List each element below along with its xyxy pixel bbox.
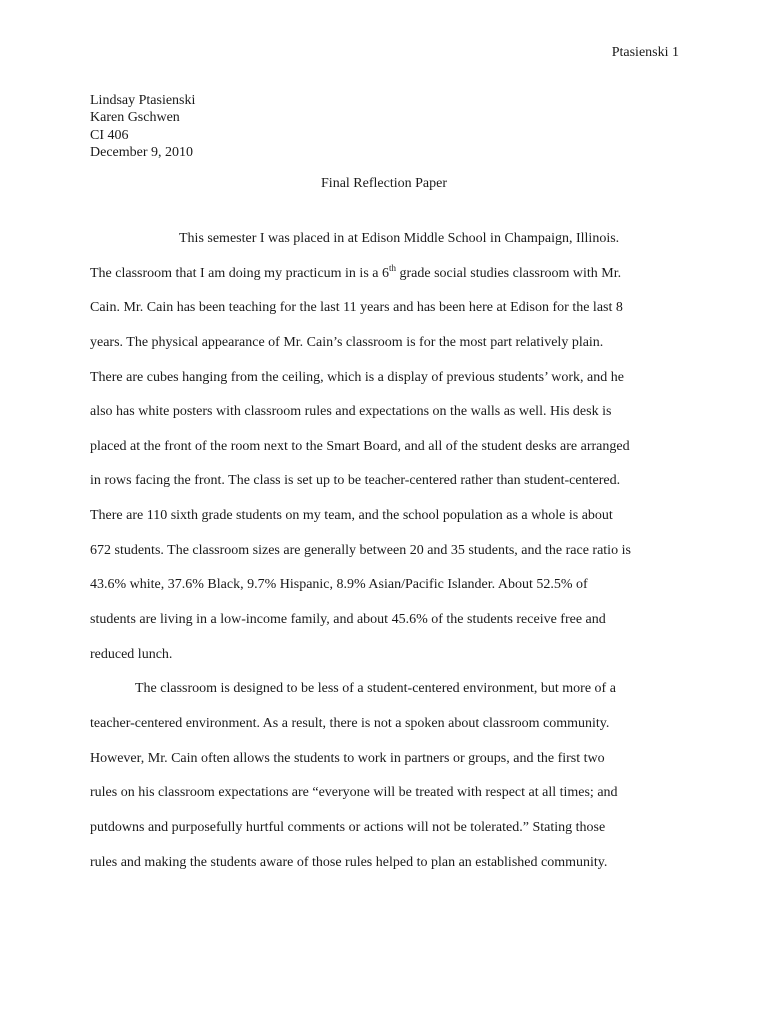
body-line [90,264,680,299]
body-line: in rows facing the front. The class is set up to be teacher-centered rather than student-centered. [90,473,621,489]
ordinal-superscript: th [388,262,396,273]
body-line-text: grade social studies classroom with Mr. [396,265,622,281]
body-line: 672 students. The classroom sizes are generally between 20 and 35 students, and the race ratio is [90,542,631,558]
body-line: teacher-centered environment. As a result, there is not a spoken about classroom community. [90,715,610,731]
course-name: CI 406 [90,127,129,143]
body-line: years. The physical appearance of Mr. Cain’s classroom is for the most part relatively plain. [90,334,604,350]
paper-body [90,229,680,887]
heading-block [90,92,195,161]
body-line: However, Mr. Cain often allows the students to work in partners or groups, and the first two [90,750,605,766]
body-line: rules and making the students aware of those rules helped to plan an established community. [90,854,608,870]
author-name: Lindsay Ptasienski [90,93,196,108]
body-line: There are cubes hanging from the ceiling, which is a display of previous students’ work, and he [90,369,624,385]
body-line: This semester I was placed in at Edison Middle School in Champaign, Illinois. [179,231,620,246]
body-line: putdowns and purposefully hurtful comments or actions will not be tolerated.” Stating those [90,819,606,835]
date: December 9, 2010 [90,144,194,160]
paper-title: Final Reflection Paper [321,176,447,191]
body-line: 43.6% white, 37.6% Black, 9.7% Hispanic, 8.9% Asian/Pacific Islander. About 52.5% of [90,577,588,593]
body-line: placed at the front of the room next to the Smart Board, and all of the student desks are arranged [90,438,630,454]
body-line: students are living in a low-income family, and about 45.6% of the students receive free and [90,612,606,628]
body-line: Cain. Mr. Cain has been teaching for the last 11 years and has been here at Edison for the last 8 [90,300,623,316]
body-line: also has white posters with classroom rules and expectations on the walls as well. His desk is [90,404,612,420]
instructor-name: Karen Gschwen [90,110,180,126]
body-line: rules on his classroom expectations are “everyone will be treated with respect at all times; and [90,785,618,801]
running-head: Ptasienski 1 [611,45,679,60]
body-line: There are 110 sixth grade students on my team, and the school population as a whole is about [90,508,613,524]
body-line-text: The classroom that I am doing my practicum in is a 6 [90,265,389,281]
body-line: reduced lunch. [90,646,173,662]
body-line: The classroom is designed to be less of a student-centered environment, but more of a [135,681,616,697]
